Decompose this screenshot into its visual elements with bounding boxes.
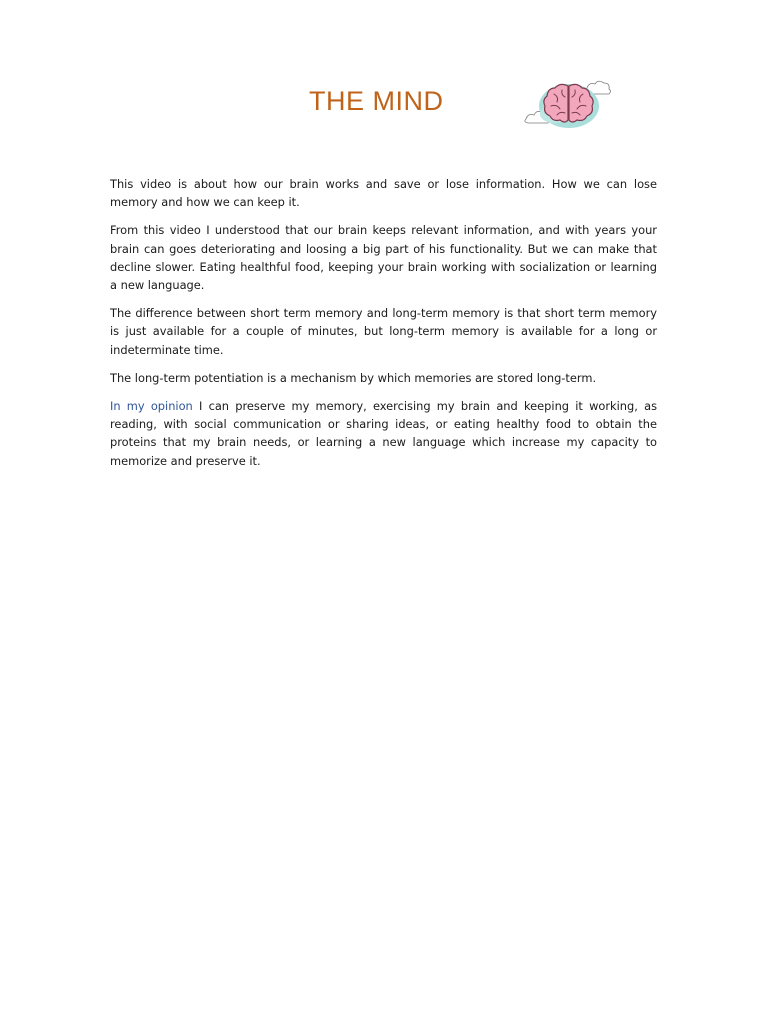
document-body [110, 175, 657, 480]
paragraph-potentiation: The long-term potentiation is a mechanism by which memories are stored long-term. [110, 370, 597, 385]
paragraph-intro: This video is about how our brain works and save or lose information. How we can lose memory and how we can keep it. [110, 177, 657, 210]
paragraph-understanding: From this video I understood that our brain keeps relevant information, and with years your brain can goes deteriorating and loosing a big part of his functionality. But we can make that decline slower. Eating healthful food, keeping your brain working with socialization or learning a new language. [110, 223, 657, 293]
opinion-text: I can preserve my memory, exercising my brain and keeping it working, as reading, with social communication or sharing ideas, or eating healthy food to obtain the proteins that my brain needs, or learning a new language which increase my capacity to memorize and preserve it. [110, 399, 657, 468]
document-title: THE MIND [309, 86, 444, 116]
opinion-lead: In my opinion [110, 399, 193, 414]
paragraph-opinion [110, 397, 657, 470]
paragraph-memory-difference: The difference between short term memory and long-term memory is that short term memory is just available for a couple of minutes, but long-term memory is available for a long or indeterminate time. [110, 306, 657, 357]
brain-cloud-icon [524, 74, 612, 134]
